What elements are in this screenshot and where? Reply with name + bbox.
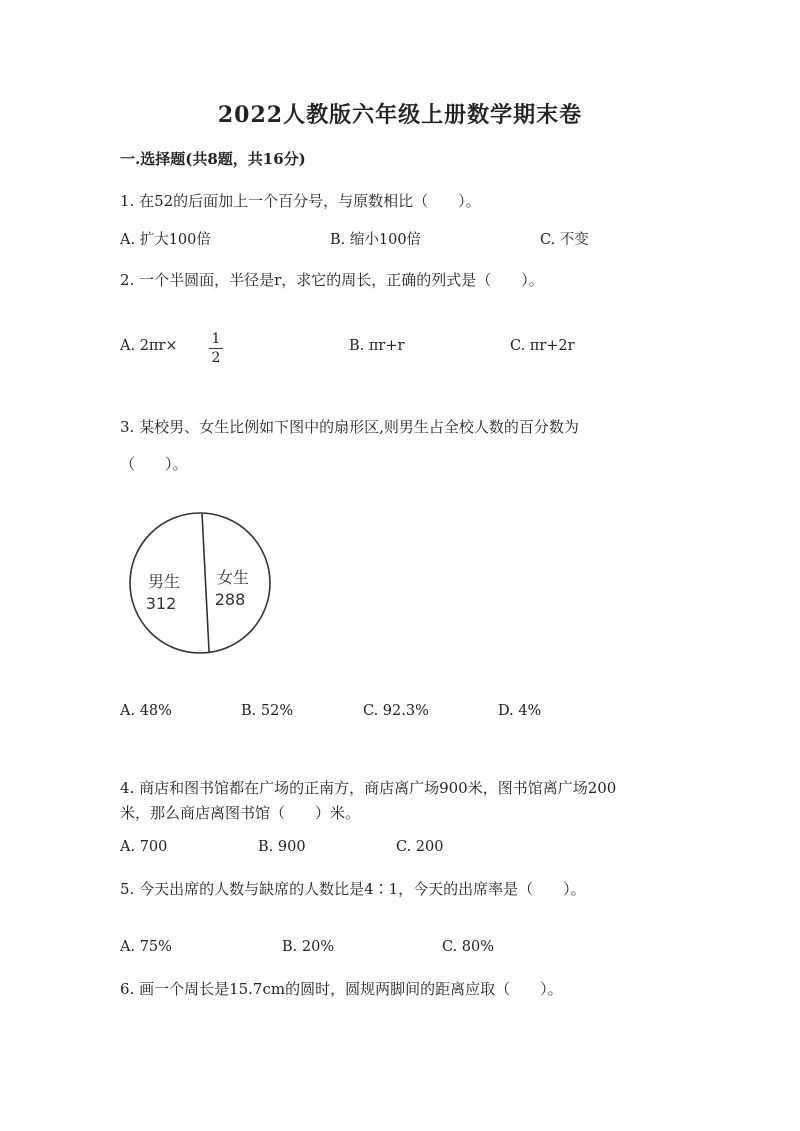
q4-option-a: A. 700 [120,839,168,855]
q1-option-c: C. 不变 [540,232,589,248]
pie-label-boys: 男生 [147,572,181,591]
question-4-stem-line2: 米，那么商店离图书馆（ ）米。 [120,804,361,822]
page-title: 2022人教版六年级上册数学期末卷 [217,102,583,128]
q5-option-b: B. 20% [282,939,335,955]
q3-option-b: B. 52% [241,703,294,719]
q3-option-c: C. 92.3% [363,703,429,719]
fraction-bar [209,348,223,349]
q2-option-c: C. πr+2r [510,338,575,354]
q2-fraction [209,331,223,366]
question-2-stem: 2. 一个半圆面，半径是r，求它的周长，正确的列式是（ ）。 [120,271,544,289]
pie-chart [120,505,280,665]
pie-label-girls: 女生 [216,568,250,587]
question-5-stem: 5. 今天出席的人数与缺席的人数比是4∶1，今天的出席率是（ ）。 [120,880,586,898]
q5-option-a: A. 75% [120,939,172,955]
question-3-stem-line2: （ ）。 [120,455,188,473]
q4-option-c: C. 200 [396,839,444,855]
question-3-stem: 3. 某校男、女生比例如下图中的扇形区,则男生占全校人数的百分数为 [120,418,579,436]
q2-option-a: A. 2πr× [120,338,178,354]
pie-slice-divider [202,513,209,653]
q3-option-a: A. 48% [120,703,172,719]
q1-option-a: A. 扩大100倍 [120,232,211,248]
pie-value-girls: 288 [214,590,246,609]
fraction-denominator: 2 [211,350,221,366]
q4-option-b: B. 900 [258,839,306,855]
q5-option-c: C. 80% [442,939,495,955]
pie-value-boys: 312 [145,594,177,613]
question-4-stem: 4. 商店和图书馆都在广场的正南方，商店离广场900米，图书馆离广场200 [120,779,617,797]
fraction-numerator: 1 [211,331,221,347]
q2-option-b: B. πr+r [349,338,405,354]
question-1-stem: 1. 在52的后面加上一个百分号，与原数相比（ ）。 [120,192,481,210]
q1-option-b: B. 缩小100倍 [330,232,422,248]
question-6-stem: 6. 画一个周长是15.7cm的圆时，圆规两脚间的距离应取（ ）。 [120,980,563,998]
section-heading: 一.选择题(共8题，共16分) [120,150,306,168]
q3-option-d: D. 4% [498,703,542,719]
